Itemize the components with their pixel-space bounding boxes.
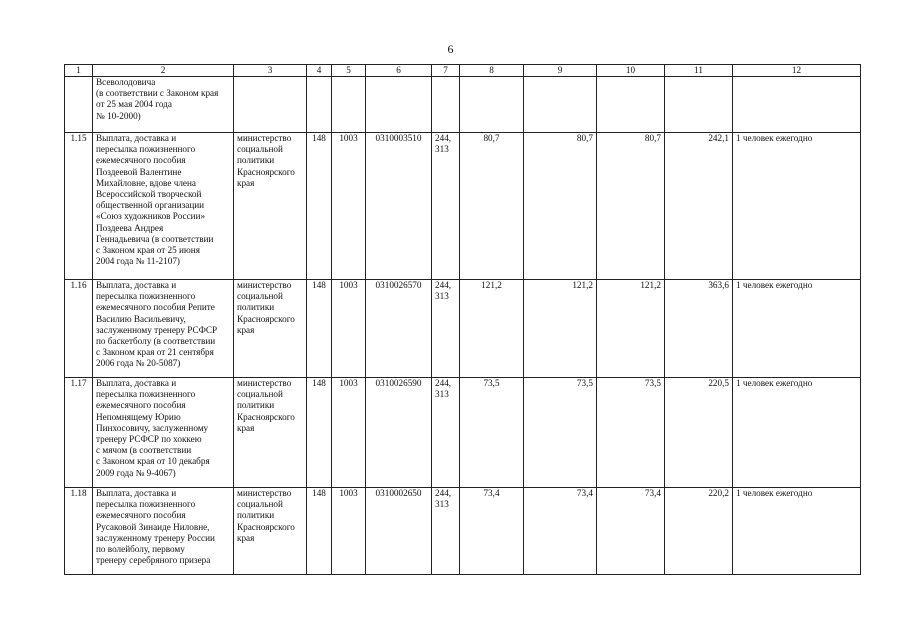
cell-num: 1.17 <box>65 378 93 488</box>
cell-code-4: 148 <box>307 133 332 280</box>
cell-amount-10: 73,5 <box>597 378 665 488</box>
column-number: 11 <box>665 65 733 77</box>
cell-amount-8: 73,4 <box>460 488 524 575</box>
cell-empty <box>460 77 524 133</box>
cell-amount-8: 73,5 <box>460 378 524 488</box>
cell-empty <box>234 77 307 133</box>
cell-amount-9: 73,5 <box>524 378 597 488</box>
cell-amount-10: 121,2 <box>597 280 665 378</box>
table-row <box>65 133 861 280</box>
cell-empty <box>366 77 432 133</box>
column-number-row <box>65 65 861 77</box>
cell-code-5: 1003 <box>332 378 366 488</box>
cell-code-5: 1003 <box>332 488 366 575</box>
cell-empty <box>524 77 597 133</box>
column-number: 6 <box>366 65 432 77</box>
budget-table <box>64 64 861 575</box>
cell-code-5: 1003 <box>332 280 366 378</box>
cell-code-4: 148 <box>307 378 332 488</box>
cell-amount-8: 80,7 <box>460 133 524 280</box>
cell-empty <box>597 77 665 133</box>
cell-code-7: 244, 313 <box>432 378 460 488</box>
cell-amount-10: 73,4 <box>597 488 665 575</box>
column-number: 3 <box>234 65 307 77</box>
cell-num: 1.18 <box>65 488 93 575</box>
cell-amount-10: 80,7 <box>597 133 665 280</box>
table-row <box>65 488 861 575</box>
column-number: 5 <box>332 65 366 77</box>
cell-description: Выплата, доставка и пересылка пожизненного ежемесячного пособия Русаковой Зинаиде Ниловне, заслуженному тренеру России по волейболу, первому тренеру серебряного призера <box>93 488 234 575</box>
cell-description: Выплата, доставка и пересылка пожизненного ежемесячного пособия Непомнящему Юрию Пинхосовичу, заслуженному тренеру РСФСР по хоккею с мячом (в соответствии с Законом края от 10 декабря 2009 года № 9-4067) <box>93 378 234 488</box>
cell-code-6: 0310003510 <box>366 133 432 280</box>
cell-note-12: 1 человек ежегодно <box>733 280 861 378</box>
cell-empty <box>733 77 861 133</box>
cell-note-12: 1 человек ежегодно <box>733 488 861 575</box>
cell-num: 1.16 <box>65 280 93 378</box>
cell-empty <box>665 77 733 133</box>
cell-num: 1.15 <box>65 133 93 280</box>
cell-empty <box>432 77 460 133</box>
cell-ministry: министерство социальной политики Красноярского края <box>234 378 307 488</box>
column-number: 2 <box>93 65 234 77</box>
cell-amount-11: 220,2 <box>665 488 733 575</box>
cell-amount-8: 121,2 <box>460 280 524 378</box>
column-number: 7 <box>432 65 460 77</box>
column-number: 10 <box>597 65 665 77</box>
cell-note-12: 1 человек ежегодно <box>733 133 861 280</box>
cell-amount-11: 363,6 <box>665 280 733 378</box>
cell-amount-9: 80,7 <box>524 133 597 280</box>
cell-code-5: 1003 <box>332 133 366 280</box>
cell-code-4: 148 <box>307 488 332 575</box>
column-number: 4 <box>307 65 332 77</box>
cell-ministry: министерство социальной политики Красноярского края <box>234 280 307 378</box>
cell-code-4: 148 <box>307 280 332 378</box>
cell-code-7: 244, 313 <box>432 133 460 280</box>
table-row <box>65 378 861 488</box>
cell-code-6: 0310026570 <box>366 280 432 378</box>
cell-description: Выплата, доставка и пересылка пожизненного ежемесячного пособия Репите Василию Васильевичу, заслуженному тренеру РСФСР по баскетболу (в соответствии с Законом края от 21 сентября 2006 года № 20-5087) <box>93 280 234 378</box>
cell-code-7: 244, 313 <box>432 488 460 575</box>
cell-code-7: 244, 313 <box>432 280 460 378</box>
cell-empty <box>307 77 332 133</box>
cell-ministry: министерство социальной политики Красноярского края <box>234 488 307 575</box>
cell-description: Всеволодовича (в соответствии с Законом края от 25 мая 2004 года № 10-2000) <box>93 77 234 133</box>
cell-code-6: 0310026590 <box>366 378 432 488</box>
column-number: 9 <box>524 65 597 77</box>
cell-ministry: министерство социальной политики Красноярского края <box>234 133 307 280</box>
cell-note-12: 1 человек ежегодно <box>733 378 861 488</box>
table-row <box>65 280 861 378</box>
cell-amount-11: 220,5 <box>665 378 733 488</box>
page-number: 6 <box>447 42 454 56</box>
cell-description: Выплата, доставка и пересылка пожизненного ежемесячного пособия Поздеевой Валентине Михайловне, вдове члена Всероссийской творческой общественной организации «Союз художников России» Поздеева Андрея Геннадьевича (в соответствии с Законом края от 25 июня 2004 года № 11-2107) <box>93 133 234 280</box>
column-number: 12 <box>733 65 861 77</box>
column-number: 1 <box>65 65 93 77</box>
cell-empty <box>332 77 366 133</box>
table-row-continuation <box>65 77 861 133</box>
cell-amount-9: 121,2 <box>524 280 597 378</box>
cell-amount-11: 242,1 <box>665 133 733 280</box>
cell-code-6: 0310002650 <box>366 488 432 575</box>
cell-num <box>65 77 93 133</box>
cell-amount-9: 73,4 <box>524 488 597 575</box>
column-number: 8 <box>460 65 524 77</box>
